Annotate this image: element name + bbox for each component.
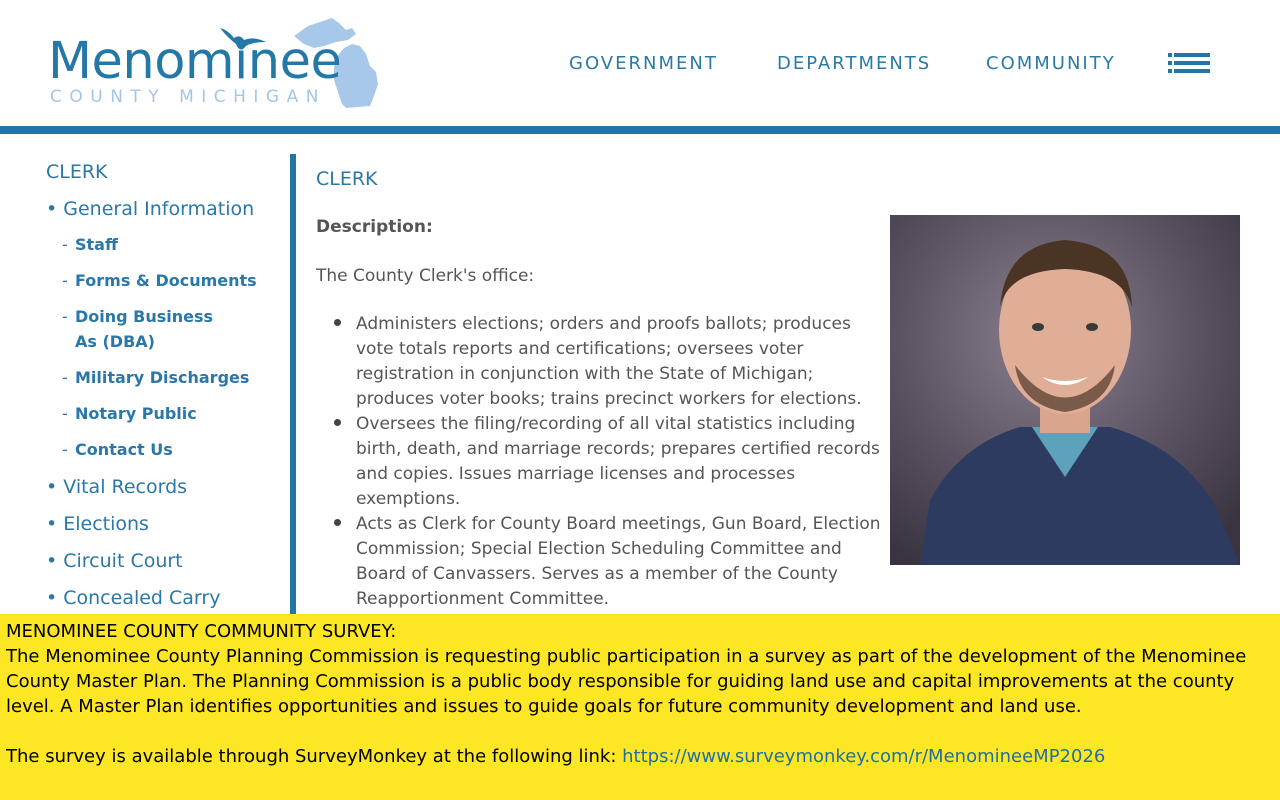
sidebar-nav <box>0 134 290 614</box>
nav-government[interactable]: GOVERNMENT <box>569 53 718 74</box>
content-divider <box>290 154 296 614</box>
survey-link[interactable]: https://www.surveymonkey.com/r/MenomineeMP2026 <box>622 746 1106 767</box>
description-label: Description: <box>316 217 433 237</box>
sidebar-subitem-forms-documents[interactable]: - Forms & Documents <box>62 271 257 290</box>
nav-community[interactable]: COMMUNITY <box>986 53 1116 74</box>
banner-survey-prefix: The survey is available through SurveyMonkey at the following link: <box>6 746 623 767</box>
hamburger-menu-icon[interactable] <box>1168 52 1210 74</box>
logo-subtitle: COUNTY MICHIGAN <box>50 87 326 107</box>
nav-departments[interactable]: DEPARTMENTS <box>777 53 932 74</box>
list-item: Acts as Clerk for County Board meetings, Gun Board, Election Commission; Special Election Scheduling Committee and Board of Canvassers. Serves as a member of the County Reapportionment Committee. <box>356 512 886 612</box>
list-item: Oversees the filing/recording of all vital statistics including birth, death, and marriage records; prepares certified records and copies. Issues marriage licenses and processes exemptions. <box>356 412 886 512</box>
sidebar-subitem-dba[interactable]: - Doing Business As (DBA) <box>62 307 214 351</box>
sidebar-item-concealed-carry[interactable]: • Concealed Carry <box>46 587 221 609</box>
banner-paragraph: The Menominee County Planning Commission is requesting public participation in a survey as part of the development of the Menominee County Master Plan. The Planning Commission is a public body responsible for guiding land use and capital improvements at the county level. A Master Plan identifies opportunities and issues to guide goals for future community development and land use. <box>6 646 1247 717</box>
survey-banner-text <box>6 619 1272 769</box>
sidebar-subitem-staff[interactable]: - Staff <box>62 235 118 254</box>
banner-heading: MENOMINEE COUNTY COMMUNITY SURVEY: <box>6 621 397 642</box>
site-logo[interactable] <box>46 14 391 114</box>
sidebar-item-vital-records[interactable]: • Vital Records <box>46 476 188 498</box>
sidebar-subitem-military-discharges[interactable]: - Military Discharges <box>62 368 250 387</box>
banner-survey-line <box>6 744 1272 769</box>
logo-title: Menominee <box>48 32 342 91</box>
intro-text: The County Clerk's office: <box>316 266 535 286</box>
page-title: CLERK <box>316 168 378 190</box>
sidebar-subitem-notary-public[interactable]: - Notary Public <box>62 404 197 423</box>
site-header <box>0 0 1280 126</box>
list-item: Administers elections; orders and proofs ballots; produces vote totals reports and certifications; oversees voter registration in conjunction with the State of Michigan; produces voter books; trains precinct workers for elections. <box>356 312 886 412</box>
sidebar-item-general-information[interactable]: • General Information <box>46 198 255 220</box>
sidebar-item-circuit-court[interactable]: • Circuit Court <box>46 550 183 572</box>
sidebar-subitem-contact-us[interactable]: - Contact Us <box>62 440 173 459</box>
header-divider <box>0 126 1280 134</box>
sidebar-heading[interactable]: CLERK <box>46 161 108 183</box>
clerk-portrait-photo <box>890 215 1240 565</box>
sidebar-item-elections[interactable]: • Elections <box>46 513 149 535</box>
